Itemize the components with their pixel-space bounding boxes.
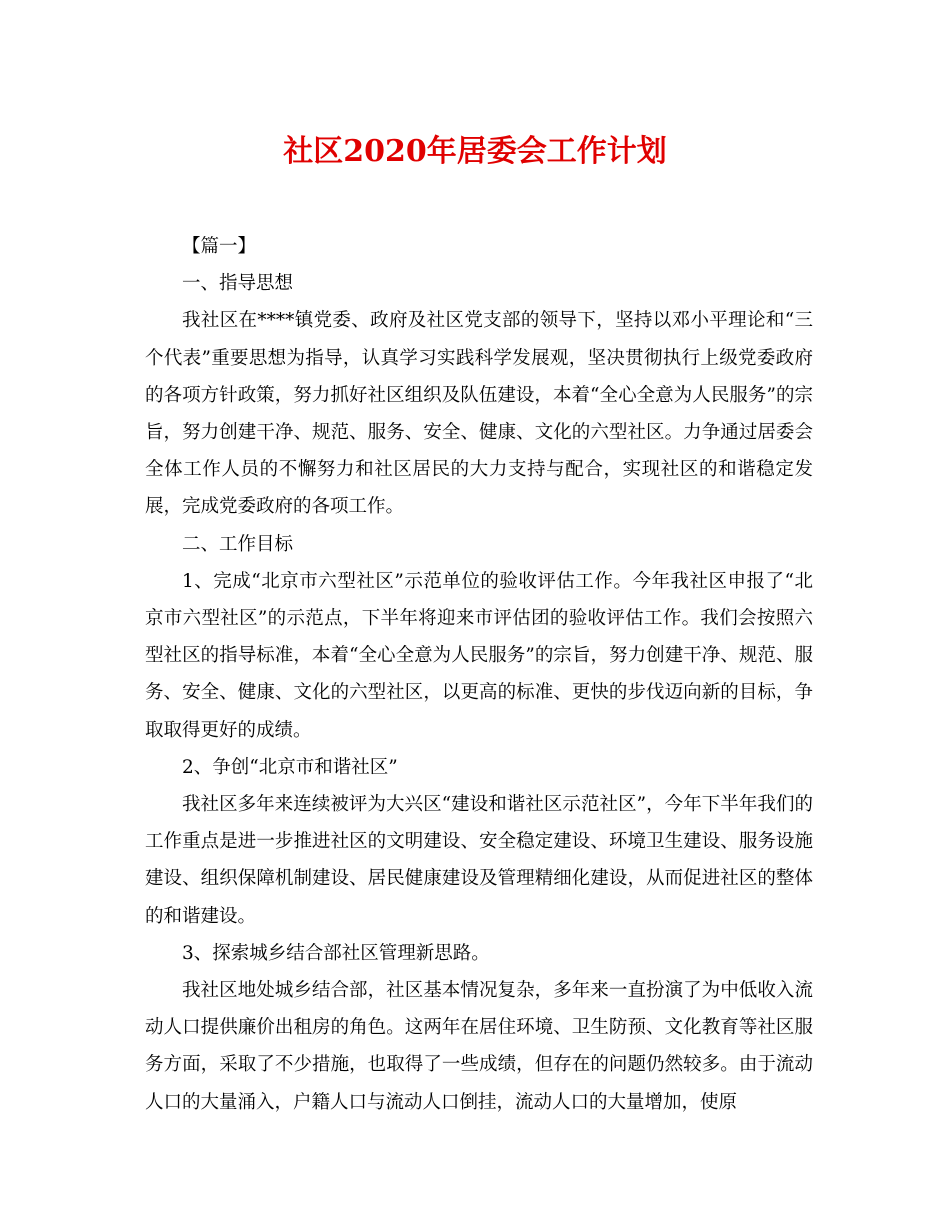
heading-goal-3: 3、探索城乡结合部社区管理新思路。 [182, 942, 490, 964]
paragraph-goal-2: 我社区多年来连续被评为大兴区“建设和谐社区示范社区”，今年下半年我们的工作重点是进一步推进社区的文明建设、安全稳定建设、环境卫生建设、服务设施建设、组织保障机制建设、居民健康建设及管理精细化建设，从而促进社区的整体的和谐建设。 [145, 794, 813, 927]
heading-guiding-thought: 一、指导思想 [182, 273, 294, 295]
document-body [145, 228, 813, 1121]
document-title: 社区2020年居委会工作计划 [283, 134, 667, 169]
section-label: 【篇一】 [182, 236, 257, 257]
heading-goal-2: 2、争创“北京市和谐社区” [182, 756, 398, 778]
paragraph-goal-3: 我社区地处城乡结合部，社区基本情况复杂，多年来一直扮演了为中低收入流动人口提供廉价出租房的角色。这两年在居住环境、卫生防预、文化教育等社区服务方面，采取了不少措施，也取得了一些成绩，但存在的问题仍然较多。由于流动人口的大量涌入，户籍人口与流动人口倒挂，流动人口的大量增加，使原 [145, 980, 813, 1113]
paragraph-goal-1: 1、完成“北京市六型社区”示范单位的验收评估工作。今年我社区申报了“北京市六型社区”的示范点，下半年将迎来市评估团的验收评估工作。我们会按照六型社区的指导标准，本着“全心全意为人民服务”的宗旨，努力创建干净、规范、服务、安全、健康、文化的六型社区，以更高的标准、更快的步伐迈向新的目标，争取取得更好的成绩。 [145, 570, 813, 741]
paragraph-guiding-thought: 我社区在****镇党委、政府及社区党支部的领导下，坚持以邓小平理论和“三个代表”重要思想为指导，认真学习实践科学发展观，坚决贯彻执行上级党委政府的各项方针政策，努力抓好社区组织及队伍建设，本着“全心全意为人民服务”的宗旨，努力创建干净、规范、服务、安全、健康、文化的六型社区。力争通过居委会全体工作人员的不懈努力和社区居民的大力支持与配合，实现社区的和谐稳定发展，完成党委政府的各项工作。 [145, 310, 813, 518]
heading-work-goals: 二、工作目标 [182, 533, 294, 555]
